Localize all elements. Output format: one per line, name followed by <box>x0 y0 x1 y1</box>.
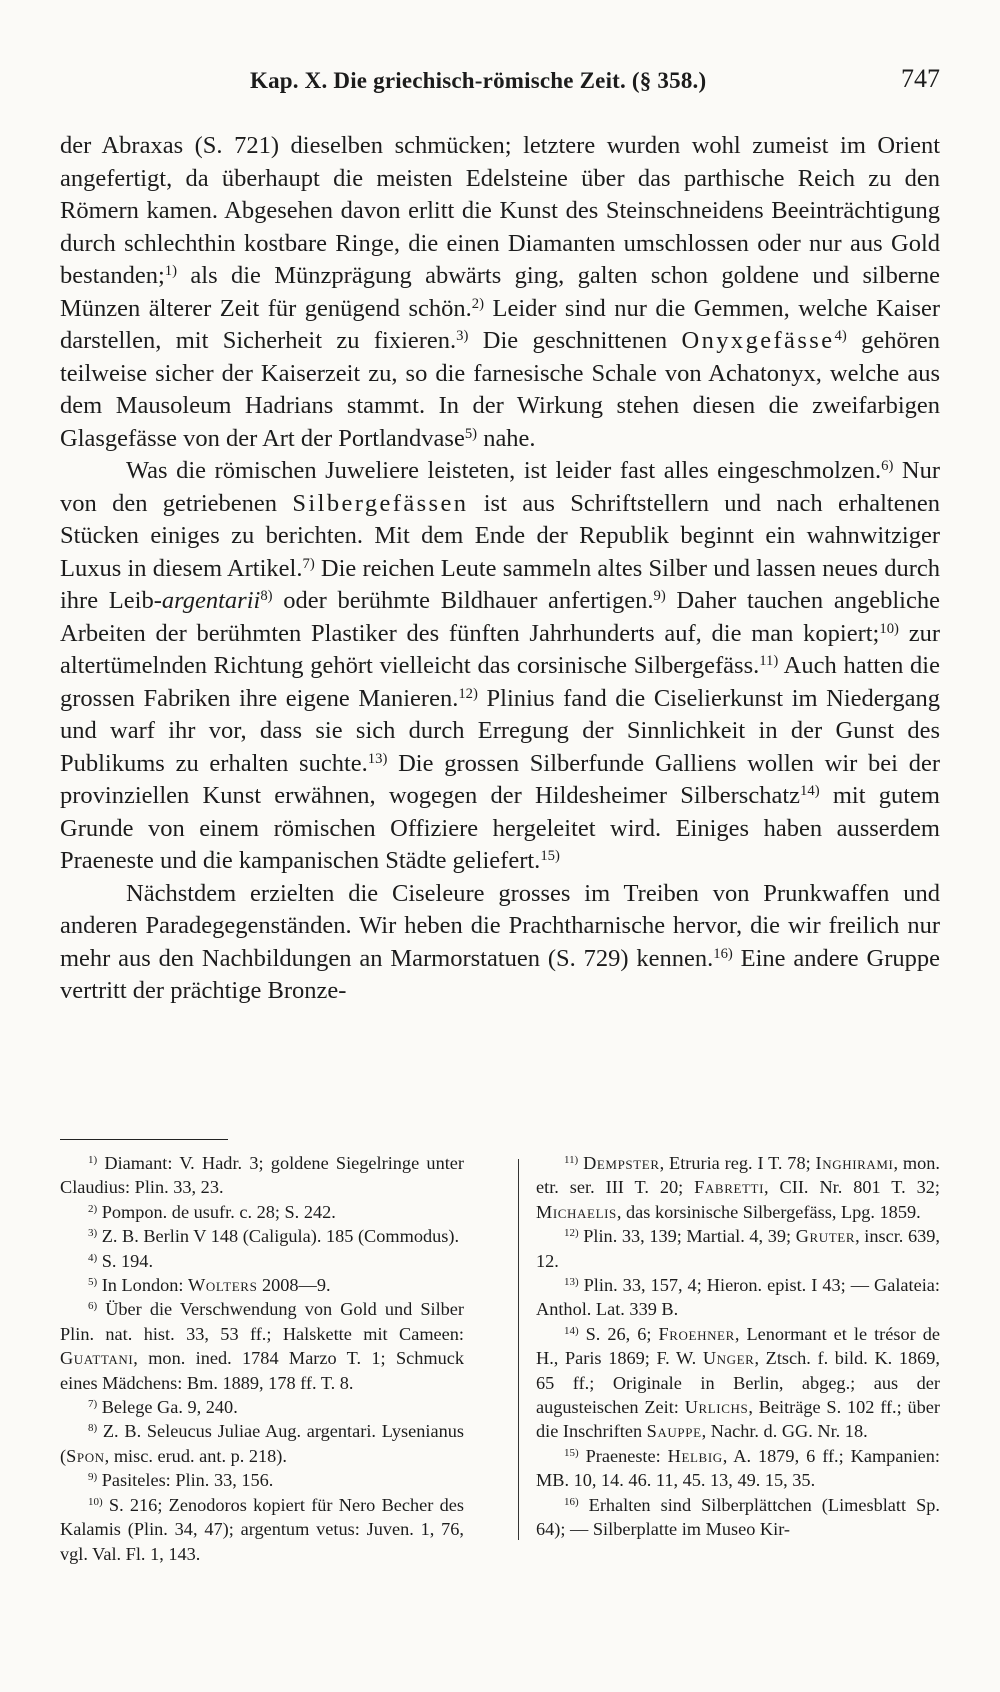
text-run: der Abraxas (S. 721) dieselben schmücken; letztere wurden wohl zumeist im Orient angefertigt, da überhaupt die meisten Edelsteine über das parthische Reich zu den Römern kamen. Abgesehen davon erlitt die Kunst des Steinschneidens Beeinträchtigung durch schlechthin kostbare Ringe, die einen Diamanten umschlossen oder nur aus Gold bestanden; <box>60 132 940 289</box>
footnote-number: 4) <box>88 1251 98 1264</box>
text-run: Die grossen Silberfunde Galliens wollen wir bei der provinziellen Kunst erwähnen, wogegen der Hildesheimer Silberschatz <box>60 749 940 809</box>
footnote-text: , A. 1879, 6 ff.; Kampanien: MB. 10, 14. 46. 11, 45. 13, 49. 15, 35. <box>536 1445 940 1491</box>
footnote-11 <box>536 1151 940 1224</box>
text-run: Leider sind nur die Gemmen, welche Kaiser darstellen, mit Sicherheit zu fixieren. <box>60 294 941 354</box>
footnote-ref: 15) <box>540 847 560 864</box>
text-run: Die geschnittenen <box>468 327 682 354</box>
footnote-text: S. 194. <box>97 1250 154 1271</box>
footnote-number: 15) <box>564 1446 579 1459</box>
footnote-text: Erhalten sind Silberplättchen (Limesblatt Sp. 64); — Silberplatte im Museo Kir- <box>536 1494 940 1540</box>
footnote-text: , misc. erud. ant. p. 218). <box>104 1445 287 1466</box>
main-text <box>60 130 940 1008</box>
footnote-number: 14) <box>564 1324 579 1337</box>
footnote-number: 13) <box>564 1276 579 1288</box>
footnote-ref: 1) <box>164 262 178 279</box>
footnote-number: 7) <box>88 1398 98 1411</box>
text-run: mit gutem Grunde von einem römischen Offiziere hergeleitet wird. Einiges haben ausserdem Praeneste und die kampanischen Städte geliefert. <box>60 782 940 874</box>
footnote-text: Z. B. Berlin V 148 (Caligula). 185 (Commodus). <box>97 1226 460 1247</box>
author-name: Urlichs <box>684 1397 749 1418</box>
author-name: Spon <box>66 1445 105 1466</box>
footnote-12 <box>536 1224 940 1273</box>
text-run: nahe. <box>477 424 536 452</box>
emphasized-term: Onyxgefässe <box>681 327 835 354</box>
footnote-10 <box>60 1493 464 1566</box>
footnote-number: 6) <box>88 1300 98 1313</box>
footnote-text: Plin. 33, 157, 4; Hieron. epist. I 43; — Galateia: Anthol. Lat. 339 B. <box>536 1275 940 1320</box>
author-name: Michaelis <box>536 1201 617 1222</box>
footnote-text: , CII. Nr. 801 T. 32; <box>764 1177 940 1198</box>
footnote-7 <box>60 1395 464 1419</box>
text-run: Plinius fand die Ciselierkunst im Niedergang und warf ihr vor, dass sie sich durch Erregung der Sinnlichkeit in der Gunst des Publikums zu erhalten suchte. <box>60 684 940 777</box>
footnote-text: S. 26, 6; <box>578 1323 659 1344</box>
footnote-number: 1) <box>88 1153 98 1166</box>
footnote-text: Über die Verschwendung von Gold und Silber Plin. nat. hist. 33, 53 ff.; Halskette mit Cameen: <box>60 1299 464 1344</box>
footnote-text: In London: <box>97 1275 189 1296</box>
text-run: als die Münzprägung abwärts ging, galten schon goldene und silberne Münzen älterer Zeit für genügend schön. <box>60 262 940 322</box>
footnote-text: Praeneste: <box>578 1445 668 1466</box>
footnote-ref: 5) <box>464 425 478 442</box>
footnote-text: , mon. ined. 1784 Marzo T. 1; Schmuck eines Mädchens: Bm. 1889, 178 ff. T. 8. <box>60 1348 464 1393</box>
footnote-number: 5) <box>88 1276 98 1288</box>
footnote-text: Pasiteles: Plin. 33, 156. <box>97 1470 274 1491</box>
footnote-text: , Ztsch. f. bild. K. 1869, 65 ff.; Originale in Berlin, abgeg.; aus der augusteischen Zeit: <box>536 1348 940 1418</box>
footnote-number: 2) <box>88 1202 98 1215</box>
footnote-14 <box>536 1322 940 1444</box>
footnote-text: Pompon. de usufr. c. 28; S. 242. <box>97 1201 336 1222</box>
text-run: gehören teilweise sicher der Kaiserzeit zu, so die farnesische Schale von Achatonyx, welche aus dem Mausoleum Hadrians stammt. In der Wirkung stehen diesen die zweifarbigen Glasgefässe von der Art der Portlandvase <box>60 327 940 452</box>
author-name: Inghirami <box>815 1153 894 1173</box>
footnote-ref: 3) <box>456 327 469 344</box>
text-run: zur altertümelnden Richtung gehört vielleicht das corsinische Silbergefäss. <box>60 619 940 679</box>
footnote-number: 10) <box>88 1495 103 1508</box>
footnote-1 <box>60 1151 464 1200</box>
text-run: oder berühmte Bildhauer anfertigen. <box>272 587 654 614</box>
footnote-text: , das korsinische Silbergefäss, Lpg. 1859. <box>616 1201 921 1222</box>
footnotes <box>60 1151 940 1651</box>
text-run: ist aus Schriftstellern und nach erhaltenen Stücken einiges zu berichten. Mit dem Ende der Republik beginnt ein wahnwitziger Luxus in diesem Artikel. <box>60 489 940 582</box>
text-run: Die reichen Leute sammeln altes Silber und lassen neues durch ihre Leib- <box>60 554 940 614</box>
footnote-15 <box>536 1444 940 1493</box>
footnote-text: , inscr. 639, 12. <box>536 1226 940 1271</box>
paragraph-2 <box>60 455 940 878</box>
chapter-title: Kap. X. Die griechisch-römische Zeit. (§ 358.) <box>250 68 707 93</box>
footnote-text: Plin. 33, 139; Martial. 4, 39; <box>578 1226 796 1247</box>
footnote-ref: 6) <box>881 457 894 474</box>
text-run: Eine andere Gruppe vertritt der prächtige Bronze- <box>60 944 940 1004</box>
footnote-ref: 10) <box>879 620 899 637</box>
footnote-separator <box>60 1139 228 1140</box>
footnote-text: , Etruria reg. I T. 78; <box>659 1153 816 1173</box>
footnote-text: 2008—9. <box>257 1275 331 1296</box>
author-name: Sauppe <box>646 1421 702 1442</box>
footnote-number: 9) <box>88 1471 98 1484</box>
footnote-text: S. 216; Zenodoros kopiert für Nero Becher des Kalamis (Plin. 34, 47); argentum vetus: Juven. 1, 76, vgl. Val. Fl. 1, 143. <box>60 1494 464 1564</box>
footnote-ref: 13) <box>367 750 388 767</box>
footnote-16 <box>536 1493 940 1542</box>
footnote-text: Belege Ga. 9, 240. <box>97 1397 238 1418</box>
footnote-ref: 9) <box>653 587 666 604</box>
author-name: Unger <box>702 1348 755 1369</box>
author-name: Gruter <box>795 1226 856 1247</box>
footnote-2 <box>60 1200 464 1224</box>
running-header <box>60 64 940 98</box>
author-name: Fabretti <box>694 1177 765 1198</box>
footnote-text: , mon. etr. ser. III T. 20; <box>536 1153 940 1198</box>
paragraph-3 <box>60 878 940 1008</box>
footnote-ref: 14) <box>800 782 820 799</box>
footnote-ref: 4) <box>834 327 847 344</box>
author-name: Helbig <box>667 1445 723 1466</box>
author-name: Dempster <box>583 1153 660 1173</box>
author-name: Guattani <box>60 1348 134 1369</box>
text-run: Was die römischen Juweliere leisteten, ist leider fast alles eingeschmolzen. <box>126 457 882 484</box>
footnote-ref: 11) <box>759 652 779 669</box>
italic-term: argentarii <box>161 587 261 614</box>
footnote-text: Z. B. Seleucus Juliae Aug. argentari. Lysenianus ( <box>60 1421 464 1466</box>
footnote-3 <box>60 1224 464 1248</box>
footnote-text: , Lenormant et le trésor de H., Paris 1869; F. W. <box>536 1323 941 1369</box>
text-run: Auch hatten die grossen Fabriken ihre eigene Manieren. <box>60 652 940 712</box>
footnotes-right-column <box>536 1151 940 1542</box>
paragraph-1 <box>60 130 940 455</box>
author-name: Froehner <box>658 1323 735 1344</box>
text-run: Nur von den getriebenen <box>60 457 940 517</box>
footnote-number: 11) <box>564 1153 579 1166</box>
footnote-number: 8) <box>88 1422 98 1435</box>
footnote-ref: 8) <box>260 587 273 604</box>
author-name: Wolters <box>188 1275 258 1296</box>
text-run: Nächstdem erzielten die Ciseleure grosses im Treiben von Prunkwaffen und anderen Paradegegenständen. Wir heben die Prachtharnische hervor, die wir freilich nur mehr aus den Nachbildungen an Marmorstatuen (S. 729) kennen. <box>60 879 940 972</box>
page-number: 747 <box>901 64 940 93</box>
footnote-ref: 16) <box>713 945 733 962</box>
footnote-text: , Nachr. d. GG. Nr. 18. <box>701 1421 868 1442</box>
emphasized-term: Silbergefässen <box>292 489 469 517</box>
footnote-text: , Beiträge S. 102 ff.; über die Inschriften <box>536 1397 940 1442</box>
footnote-text: Diamant: V. Hadr. 3; goldene Siegelringe unter Claudius: Plin. 33, 23. <box>60 1153 464 1198</box>
footnote-ref: 12) <box>458 685 478 702</box>
footnote-ref: 7) <box>302 555 315 572</box>
footnote-number: 12) <box>564 1227 579 1240</box>
footnote-9 <box>60 1468 464 1492</box>
footnote-number: 3) <box>88 1227 98 1240</box>
text-run: Daher tauchen angebliche Arbeiten der berühmten Plastiker des fünften Jahrhunderts auf, die man kopiert; <box>60 587 940 647</box>
footnote-number: 16) <box>564 1495 579 1508</box>
footnote-6 <box>60 1297 464 1395</box>
footnote-8 <box>60 1419 464 1468</box>
footnote-5 <box>60 1273 464 1297</box>
footnote-4 <box>60 1249 464 1273</box>
footnotes-left-column <box>60 1151 464 1566</box>
footnote-13 <box>536 1273 940 1322</box>
footnote-ref: 2) <box>471 295 485 312</box>
